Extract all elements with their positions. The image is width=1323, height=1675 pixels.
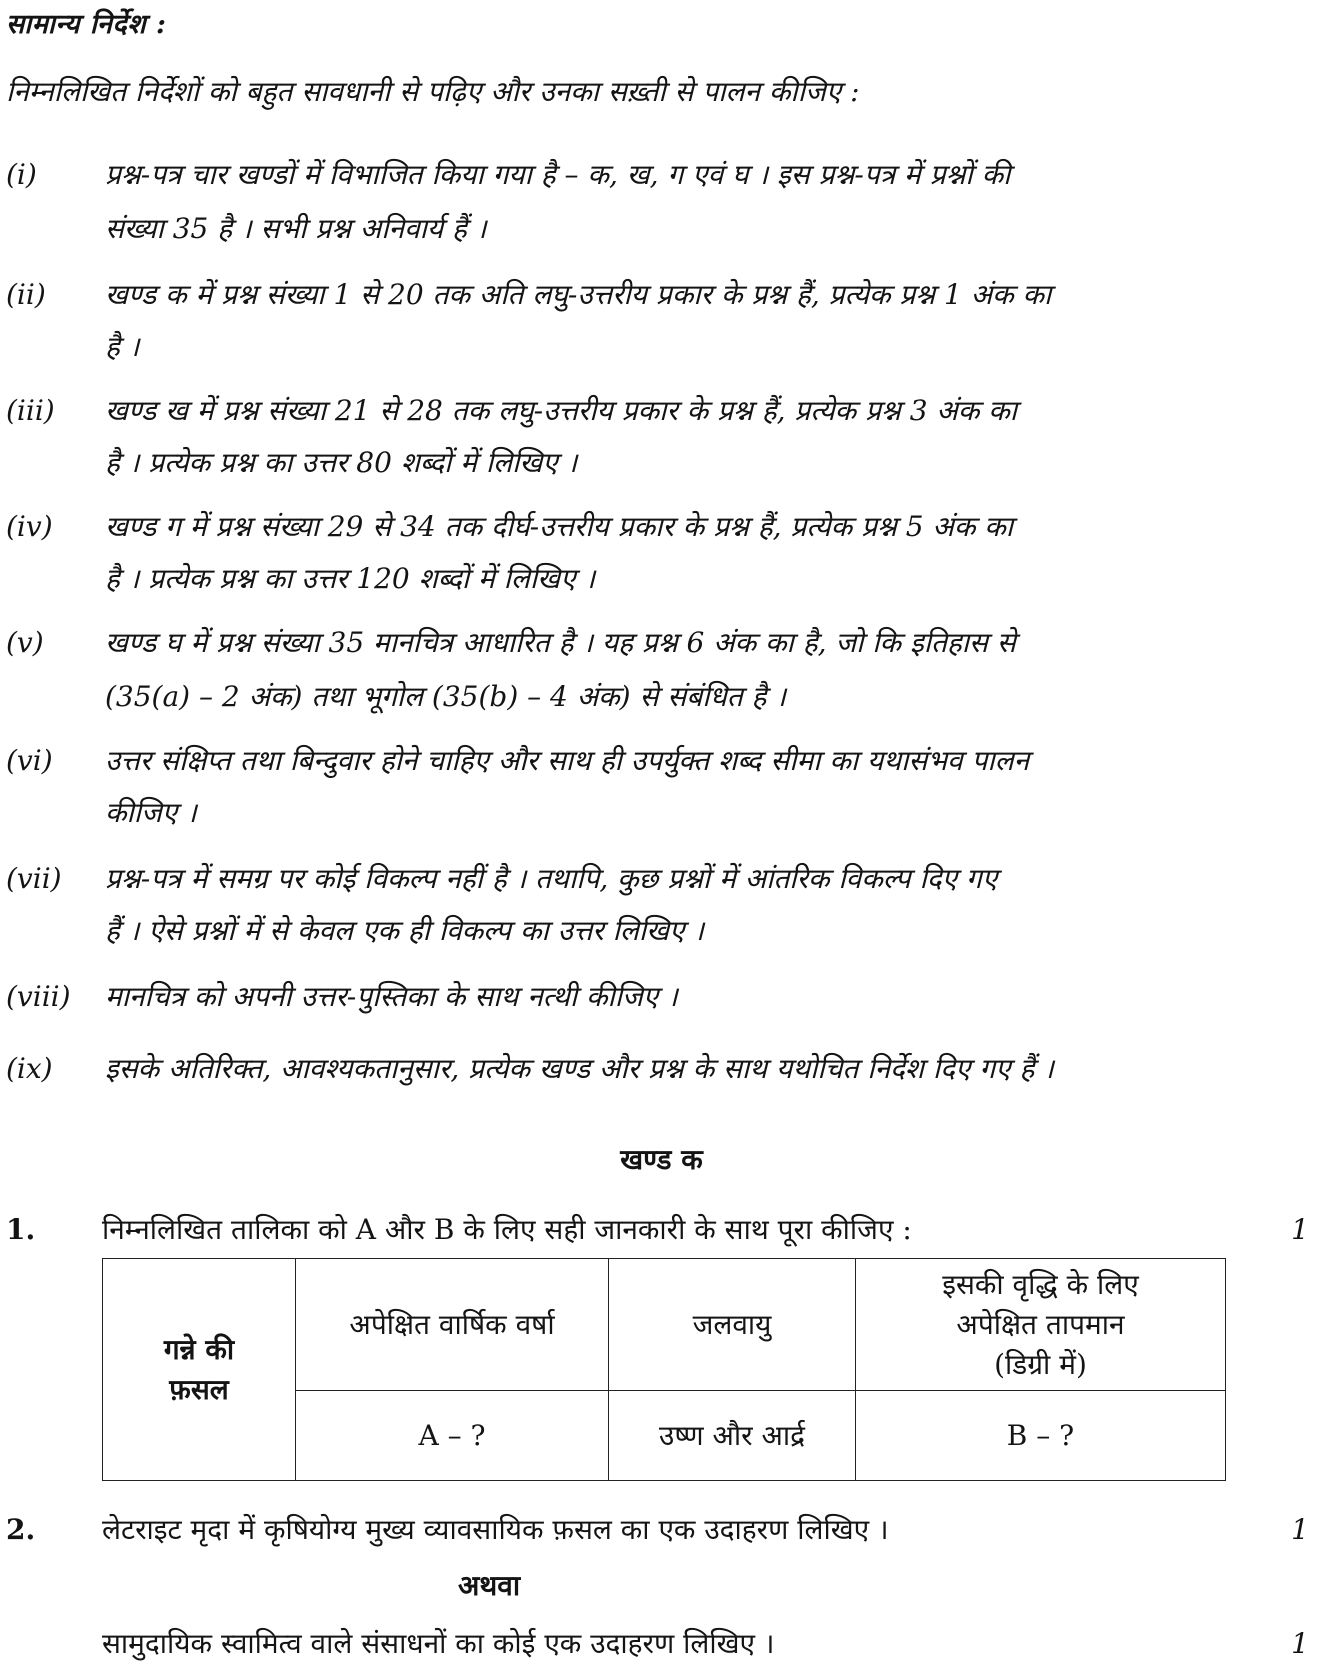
table-col-header: जलवायु (609, 1259, 856, 1391)
sugarcane-table (102, 1258, 1226, 1481)
instruction-number: (ix) (6, 1052, 53, 1085)
instruction-line: है । प्रत्येक प्रश्न का उत्तर 120 शब्दों में लिखिए । (105, 562, 596, 595)
question-number: 1. (6, 1213, 36, 1246)
table-col-header: अपेक्षित वार्षिक वर्षा (296, 1259, 609, 1391)
instruction-line: खण्ड क में प्रश्न संख्या 1 से 20 तक अति लघु-उत्तरीय प्रकार के प्रश्न हैं, प्रत्येक प्रश्न 1 अंक का (105, 278, 1052, 311)
instruction-line: है । प्रत्येक प्रश्न का उत्तर 80 शब्दों में लिखिए । (105, 446, 578, 479)
general-instructions-heading: सामान्य निर्देश : (6, 9, 167, 40)
instruction-number: (viii) (6, 980, 71, 1013)
question-text: निम्नलिखित तालिका को A और B के लिए सही जानकारी के साथ पूरा कीजिए : (102, 1213, 912, 1246)
table-cell: उष्ण और आर्द्र (609, 1391, 856, 1481)
question-number: 2. (6, 1513, 36, 1546)
table-row-header-line: फ़सल (169, 1372, 229, 1406)
table-col-header (856, 1259, 1226, 1391)
question-marks: 1 (1291, 1627, 1309, 1660)
table-col-header-line: अपेक्षित तापमान (956, 1307, 1125, 1341)
instruction-line: (35(a) – 2 अंक) तथा भूगोल (35(b) – 4 अंक) से संबंधित है । (105, 680, 786, 713)
instruction-line: प्रश्न-पत्र में समग्र पर कोई विकल्प नहीं है । तथापि, कुछ प्रश्नों में आंतरिक विकल्प दिए गए (105, 862, 998, 895)
table-row-header-line: गन्ने की (163, 1332, 235, 1366)
instruction-line: इसके अतिरिक्त, आवश्यकतानुसार, प्रत्येक खण्ड और प्रश्न के साथ यथोचित निर्देश दिए गए हैं । (105, 1052, 1054, 1085)
question-marks: 1 (1291, 1513, 1309, 1546)
instruction-line: उत्तर संक्षिप्त तथा बिन्दुवार होने चाहिए और साथ ही उपर्युक्त शब्द सीमा का यथासंभव पालन (105, 744, 1030, 777)
instruction-number: (v) (6, 626, 44, 659)
instruction-number: (vii) (6, 862, 62, 895)
or-label: अथवा (458, 1569, 521, 1602)
table-col-header-line: (डिग्री में) (994, 1347, 1087, 1381)
question-marks: 1 (1291, 1213, 1309, 1246)
section-title: खण्ड क (620, 1143, 703, 1176)
table-row-header (103, 1259, 296, 1481)
instruction-line: प्रश्न-पत्र चार खण्डों में विभाजित किया गया है – क, ख, ग एवं घ । इस प्रश्न-पत्र में प्रश्नों की (105, 158, 1011, 191)
instruction-number: (vi) (6, 744, 53, 777)
instruction-number: (ii) (6, 278, 46, 311)
table-col-header-line: इसकी वृद्धि के लिए (942, 1267, 1139, 1301)
instruction-line: खण्ड घ में प्रश्न संख्या 35 मानचित्र आधारित है । यह प्रश्न 6 अंक का है, जो कि इतिहास से (105, 626, 1016, 659)
table-cell: A – ? (296, 1391, 609, 1481)
instruction-line: है । (105, 330, 140, 363)
instruction-line: कीजिए । (105, 796, 197, 829)
question-text: सामुदायिक स्वामित्व वाले संसाधनों का कोई एक उदाहरण लिखिए । (102, 1627, 775, 1660)
instruction-number: (iv) (6, 510, 53, 543)
instruction-line: खण्ड ख में प्रश्न संख्या 21 से 28 तक लघु-उत्तरीय प्रकार के प्रश्न हैं, प्रत्येक प्रश्न 3 अंक का (105, 394, 1017, 427)
instruction-number: (i) (6, 158, 37, 191)
instruction-number: (iii) (6, 394, 55, 427)
instruction-line: खण्ड ग में प्रश्न संख्या 29 से 34 तक दीर्घ-उत्तरीय प्रकार के प्रश्न हैं, प्रत्येक प्रश्न 5 अंक का (105, 510, 1013, 543)
instruction-line: संख्या 35 है । सभी प्रश्न अनिवार्य हैं । (105, 212, 487, 245)
table-cell: B – ? (856, 1391, 1226, 1481)
instructions-intro: निम्नलिखित निर्देशों को बहुत सावधानी से पढ़िए और उनका सख़्ती से पालन कीजिए : (6, 75, 860, 108)
instruction-line: मानचित्र को अपनी उत्तर-पुस्तिका के साथ नत्थी कीजिए । (105, 980, 678, 1013)
question-text: लेटराइट मृदा में कृषियोग्य मुख्य व्यावसायिक फ़सल का एक उदाहरण लिखिए । (102, 1513, 889, 1546)
instruction-line: हैं । ऐसे प्रश्नों में से केवल एक ही विकल्प का उत्तर लिखिए । (105, 914, 705, 947)
